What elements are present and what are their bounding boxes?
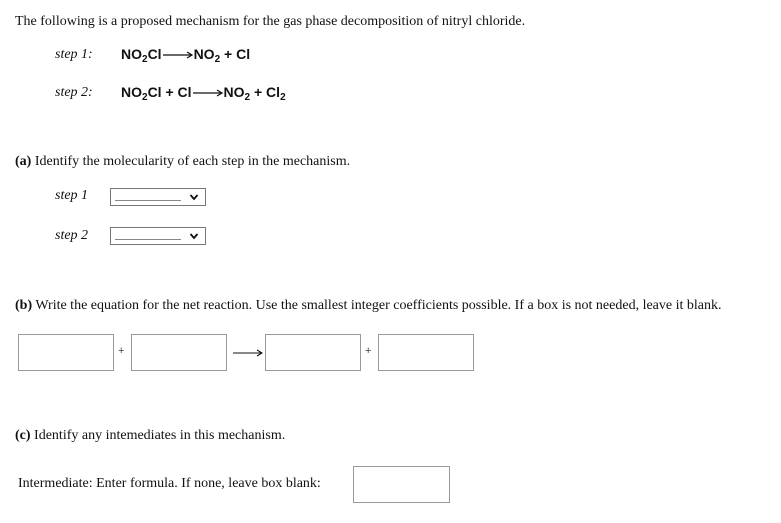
intermediate-input[interactable]: [353, 466, 450, 503]
step2-products: $NO_2 + Cl_2$: [223, 84, 286, 103]
mechanism-step2-label: step 2:: [55, 85, 93, 100]
part-a-step1-label: step 1: [55, 188, 89, 203]
step1-products: $NO_2 + Cl$: [193, 46, 251, 65]
part-a-step2-label: step 2: [55, 228, 89, 243]
net-reaction-arrow-icon: [233, 348, 263, 358]
net-reactant2-input[interactable]: [131, 334, 227, 371]
select-blank-line: [115, 239, 181, 240]
net-product1-input[interactable]: [265, 334, 361, 371]
select-blank-line: [115, 200, 181, 201]
part-c-question: (c) Identify any intemediates in this mechanism.: [15, 428, 286, 443]
chevron-down-icon: [189, 231, 199, 241]
step1-reactant: $NO_2Cl$: [121, 46, 162, 65]
reaction-arrow-icon: [163, 50, 193, 60]
mechanism-step2-equation: [121, 84, 286, 103]
net-product2-input[interactable]: [378, 334, 474, 371]
part-a-question: (a) Identify the molecularity of each step in the mechanism.: [15, 154, 351, 169]
chevron-down-icon: [189, 192, 199, 202]
mechanism-step1-equation: [121, 46, 251, 65]
plus-sign: +: [118, 345, 125, 357]
reaction-arrow-icon: [193, 88, 223, 98]
plus-sign: +: [365, 345, 372, 357]
step2-molecularity-select[interactable]: [110, 227, 206, 245]
part-b-question: (b) Write the equation for the net reaction. Use the smallest integer coefficients possible. If a box is not needed, leave it blank.: [15, 298, 722, 313]
intermediate-label: Intermediate: Enter formula. If none, leave box blank:: [18, 476, 321, 491]
step2-reactants: $NO_2Cl + Cl$: [121, 84, 192, 103]
mechanism-step1-label: step 1:: [55, 47, 93, 62]
step1-molecularity-select[interactable]: [110, 188, 206, 206]
intro-text: The following is a proposed mechanism for the gas phase decomposition of nitryl chloride.: [15, 14, 526, 29]
net-reactant1-input[interactable]: [18, 334, 114, 371]
